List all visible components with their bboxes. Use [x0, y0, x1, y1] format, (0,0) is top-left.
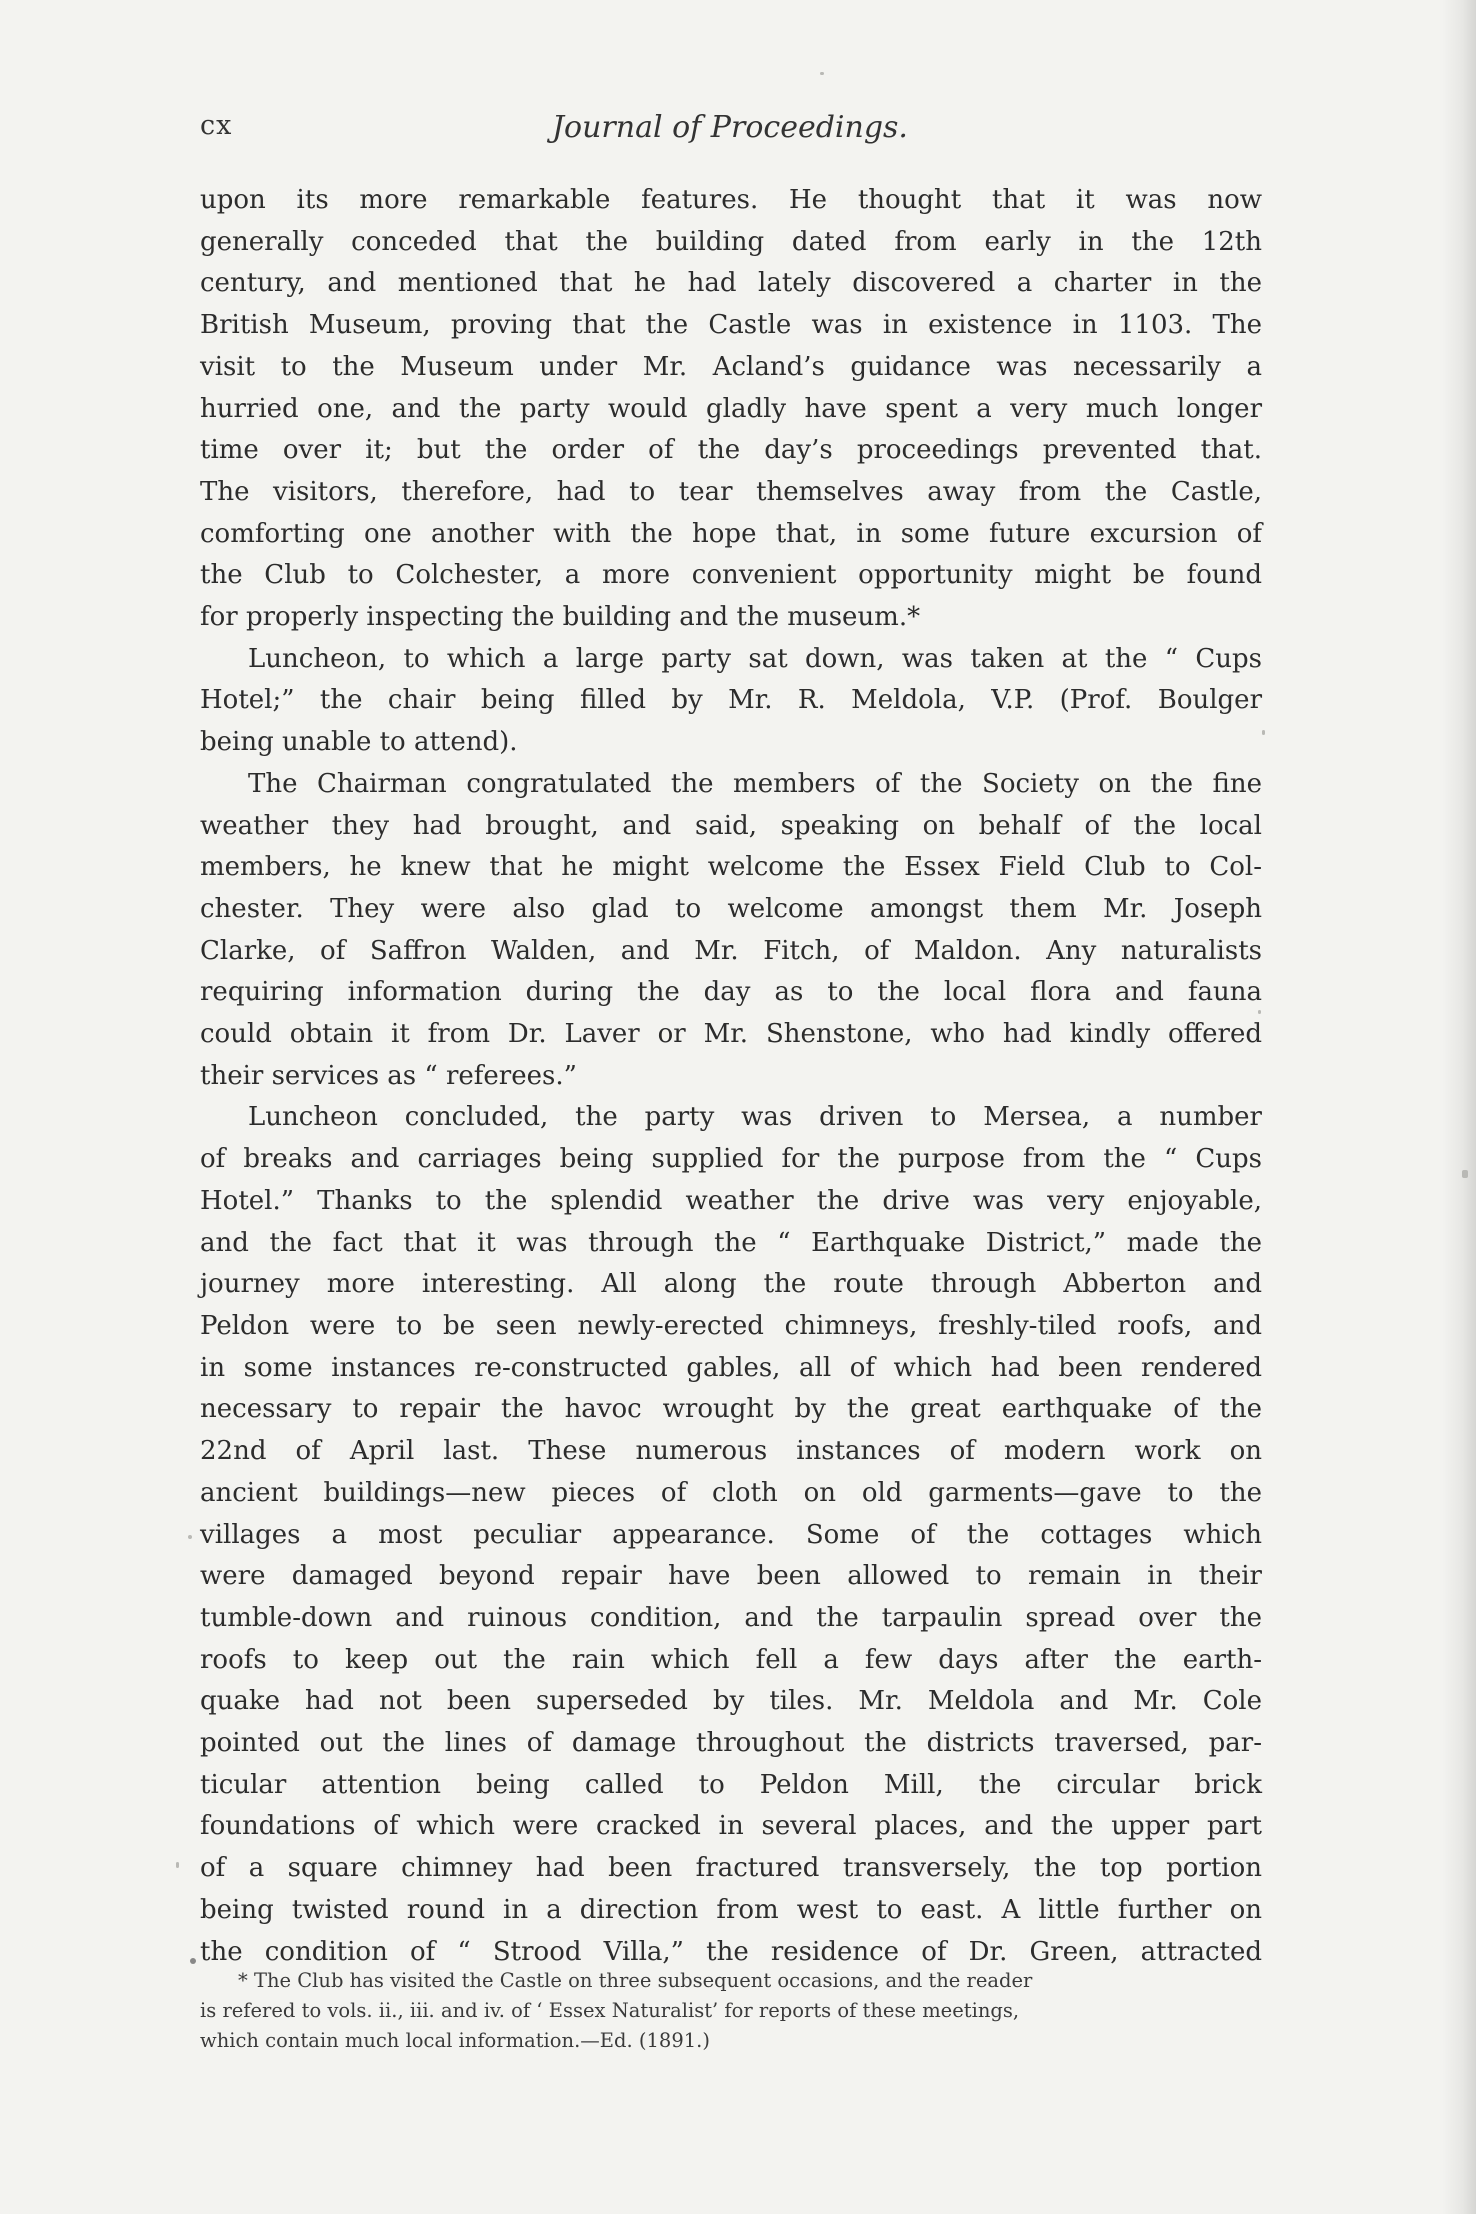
text-line: villages a most peculiar appearance. Some of the cottages which [200, 1519, 1262, 1550]
text-line: Clarke, of Saffron Walden, and Mr. Fitch, of Maldon. Any naturalists [200, 935, 1262, 966]
text-line: in some instances re-constructed gables, all of which had been rendered [200, 1352, 1262, 1383]
text-line: being twisted round in a direction from west to east. A little further on [200, 1894, 1262, 1925]
text-line: ticular attention being called to Peldon Mill, the circular brick [200, 1769, 1262, 1800]
text-line: and the fact that it was through the “ Earthquake District,” made the [200, 1227, 1262, 1258]
text-line: the Club to Colchester, a more convenient opportunity might be found [200, 560, 1262, 591]
text-line: visit to the Museum under Mr. Acland’s guidance was necessarily a [200, 351, 1262, 382]
text-line: The Chairman congratulated the members of the Society on the fine [248, 768, 1262, 799]
text-line: for properly inspecting the building and the museum.* [200, 602, 921, 633]
footnote [200, 1966, 1262, 2056]
text-line: chester. They were also glad to welcome amongst them Mr. Joseph [200, 893, 1262, 924]
text-line: journey more interesting. All along the route through Abberton and [200, 1269, 1262, 1300]
text-line: British Museum, proving that the Castle was in existence in 1103. The [200, 310, 1262, 341]
text-line: Luncheon, to which a large party sat down, was taken at the “ Cups [248, 643, 1262, 674]
text-line: could obtain it from Dr. Laver or Mr. Shenstone, who had kindly offered [200, 1019, 1262, 1050]
text-line: generally conceded that the building dated from early in the 12th [200, 226, 1262, 257]
footnote-mark [190, 1958, 196, 1964]
text-line: members, he knew that he might welcome the Essex Field Club to Col- [200, 852, 1262, 883]
page-number: cx [200, 110, 233, 141]
text-line: Luncheon concluded, the party was driven to Mersea, a number [248, 1102, 1262, 1133]
text-line: weather they had brought, and said, speaking on behalf of the local [200, 810, 1262, 841]
text-line: being unable to attend). [200, 727, 518, 758]
text-line: Hotel.” Thanks to the splendid weather the drive was very enjoyable, [200, 1185, 1262, 1216]
text-line: ancient buildings—new pieces of cloth on old garments—gave to the [200, 1477, 1262, 1508]
text-line: requiring information during the day as to the local flora and fauna [200, 977, 1262, 1008]
text-line: the condition of “ Strood Villa,” the residence of Dr. Green, attracted [200, 1936, 1262, 1967]
running-title: Journal of Proceedings. [552, 110, 908, 145]
text-line: of breaks and carriages being supplied for the purpose from the “ Cups [200, 1144, 1262, 1175]
text-line: roofs to keep out the rain which fell a few days after the earth- [200, 1644, 1262, 1675]
footnote-line: * The Club has visited the Castle on three subsequent occasions, and the reader [238, 1969, 1033, 1992]
text-line: were damaged beyond repair have been allowed to remain in their [200, 1561, 1262, 1592]
text-line: 22nd of April last. These numerous instances of modern work on [200, 1436, 1262, 1467]
text-line: tumble-down and ruinous condition, and the tarpaulin spread over the [200, 1602, 1262, 1633]
text-line: The visitors, therefore, had to tear themselves away from the Castle, [200, 476, 1262, 507]
text-line: hurried one, and the party would gladly have spent a very much longer [200, 393, 1262, 424]
page-edge-shadow [1442, 0, 1476, 2214]
text-line: century, and mentioned that he had lately discovered a charter in the [200, 268, 1262, 299]
body-text [200, 180, 1262, 1973]
text-line: Hotel;” the chair being filled by Mr. R. Meldola, V.P. (Prof. Boulger [200, 685, 1262, 716]
text-line: Peldon were to be seen newly-erected chimneys, freshly-tiled roofs, and [200, 1310, 1262, 1341]
text-line: comforting one another with the hope that, in some future excursion of [200, 518, 1262, 549]
page-header [200, 110, 1260, 160]
text-line: foundations of which were cracked in several places, and the upper part [200, 1811, 1262, 1842]
text-line: of a square chimney had been fractured transversely, the top portion [200, 1853, 1262, 1884]
text-line: quake had not been superseded by tiles. Mr. Meldola and Mr. Cole [200, 1686, 1262, 1717]
text-line: necessary to repair the havoc wrought by the great earthquake of the [200, 1394, 1262, 1425]
text-line: their services as “ referees.” [200, 1060, 577, 1091]
footnote-line: is refered to vols. ii., iii. and iv. of ‘ Essex Naturalist’ for reports of these meetings, [200, 1999, 1020, 2022]
text-line: upon its more remarkable features. He thought that it was now [200, 185, 1262, 215]
text-line: pointed out the lines of damage throughout the districts traversed, par- [200, 1728, 1262, 1759]
text-line: time over it; but the order of the day’s proceedings prevented that. [200, 435, 1262, 466]
footnote-line: which contain much local information.—Ed. (1891.) [200, 2029, 710, 2052]
